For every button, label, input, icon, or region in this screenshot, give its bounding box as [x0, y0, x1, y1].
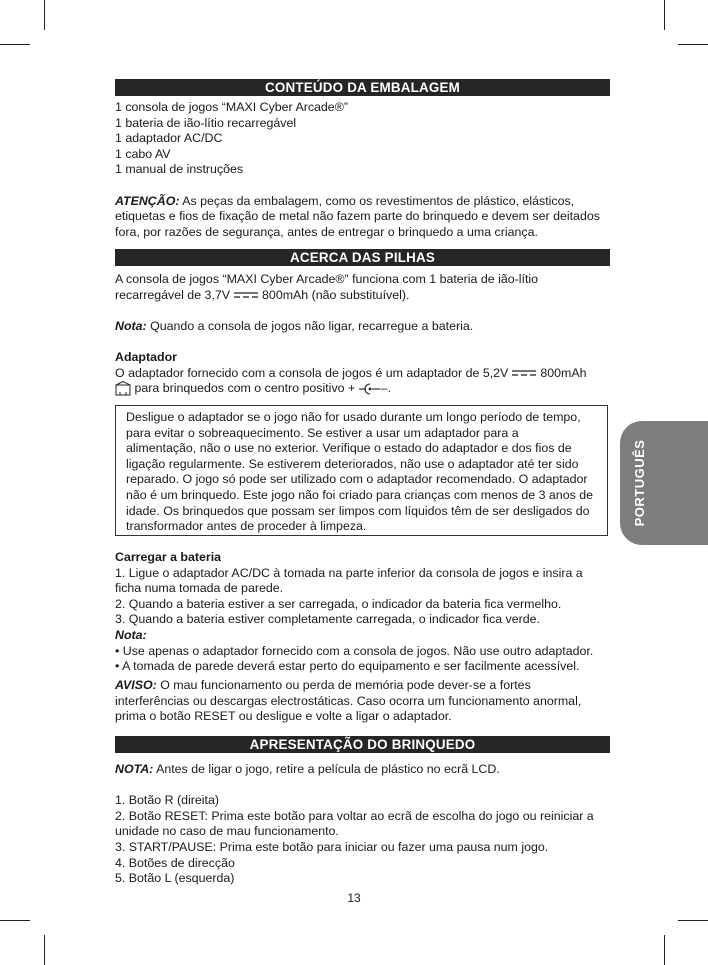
- list-item: 1 manual de instruções: [115, 162, 244, 177]
- warning-text: Desligue o adaptador se o jogo não for usado durante um longo período de tempo,: [126, 410, 581, 424]
- adapter-text-part: –.: [380, 381, 392, 396]
- charging-section: [115, 550, 615, 675]
- battery-text: recarregável de 3,7V: [115, 287, 231, 302]
- section-header-toy: APRESENTAÇÃO DO BRINQUEDO: [115, 736, 610, 753]
- toy-item: 2. Botão RESET: Prima este botão para voltar ao ecrã de escolha do jogo ou reiniciar a: [115, 808, 594, 823]
- charging-note: • Use apenas o adaptador fornecido com a consola de jogos. Não use outro adaptador.: [115, 643, 594, 658]
- warning-text: para evitar o sobreaquecimento. Se estiver a usar um adaptador para a: [126, 425, 519, 440]
- charging-step: 1. Ligue o adaptador AC/DC à tomada na parte inferior da consola de jogos e insira a: [115, 565, 583, 580]
- charging-step: 2. Quando a bateria estiver a ser carregada, o indicador da bateria fica vermelho.: [115, 596, 562, 611]
- attention-text: fora, por razões de segurança, antes de entregar o brinquedo a uma criança.: [115, 224, 538, 239]
- adapter-heading: Adaptador: [115, 349, 177, 364]
- note-text: Antes de ligar o jogo, retire a película de plástico no ecrã LCD.: [153, 762, 500, 776]
- warning-text: idade. Os brinquedos que possam ser limpos com líquidos têm de ser desligados do: [126, 503, 590, 518]
- warning-text: alimentação, não o use no exterior. Verifique o estado do adaptador e dos fios de: [126, 441, 572, 456]
- note-text: Quando a consola de jogos não ligar, recarregue a bateria.: [146, 318, 474, 333]
- warning-text: ligação regularmente. Se estiverem deteriorados, não use o adaptador até ter sido: [126, 456, 579, 471]
- list-item: 1 consola de jogos “MAXI Cyber Arcade®”: [115, 100, 348, 114]
- notice-label: AVISO:: [115, 678, 157, 692]
- page-number: 13: [347, 891, 361, 905]
- battery-voltage-line: [115, 288, 615, 304]
- toy-section: [115, 762, 615, 887]
- attention-label: ATENÇÃO:: [115, 193, 180, 208]
- adapter-polarity-line: [115, 381, 615, 398]
- toy-item: 3. START/PAUSE: Prima este botão para iniciar ou fazer uma pausa num jogo.: [115, 839, 549, 854]
- charging-step: ficha numa tomada de parede.: [115, 581, 284, 596]
- warning-text: não é um brinquedo. Este jogo não foi criado para crianças com menos de 3 anos de: [126, 487, 594, 502]
- batteries-intro: [115, 272, 615, 398]
- adapter-warning-box: [115, 405, 608, 536]
- toy-item: unidade no caso de mau funcionamento.: [115, 824, 339, 839]
- crop-mark: [44, 935, 45, 965]
- battery-note: [115, 319, 615, 335]
- dc-current-icon: [512, 369, 536, 377]
- dc-current-icon: [234, 291, 258, 299]
- adapter-text-part: para brinquedos com o centro positivo +: [134, 381, 356, 396]
- indoor-use-icon: [115, 381, 131, 396]
- charging-step: 3. Quando a bateria estiver completamente carregada, o indicador fica verde.: [115, 612, 540, 627]
- crop-mark: [44, 0, 45, 30]
- charging-note-label: Nota:: [115, 627, 147, 642]
- adapter-text-part: O adaptador fornecido com a consola de jogos é um adaptador de 5,2V: [115, 365, 509, 380]
- toy-item: 5. Botão L (esquerda): [115, 871, 235, 886]
- charging-note: • A tomada de parede deverá estar perto do equipamento e ser facilmente acessível.: [115, 659, 580, 674]
- crop-mark: [0, 920, 30, 921]
- crop-mark: [678, 920, 708, 921]
- adapter-text-part: 800mAh: [540, 365, 587, 380]
- battery-text: 800mAh (não substituível).: [262, 287, 410, 302]
- crop-mark: [664, 0, 665, 30]
- adapter-text: [115, 366, 615, 382]
- note-label: NOTA:: [115, 762, 154, 776]
- list-item: 1 adaptador AC/DC: [115, 131, 223, 146]
- section-header-contents: CONTEÚDO DA EMBALAGEM: [115, 79, 610, 96]
- warning-text: reparado. O jogo só pode ser utilizado com o adaptador recomendado. O adaptador: [126, 472, 588, 487]
- battery-text: A consola de jogos “MAXI Cyber Arcade®” funciona com 1 bateria de ião-lítio: [115, 272, 539, 286]
- charging-heading: Carregar a bateria: [115, 550, 222, 564]
- notice-text: O mau funcionamento ou perda de memória pode dever-se a fortes: [156, 678, 531, 692]
- list-item: 1 bateria de ião-lítio recarregável: [115, 115, 297, 130]
- toy-item: 1. Botão R (direita): [115, 793, 219, 808]
- notice-text: prima o botão RESET ou desligue e volte a ligar o adaptador.: [115, 709, 452, 724]
- polarity-icon: [359, 383, 381, 395]
- note-label: Nota:: [115, 318, 147, 333]
- crop-mark: [0, 44, 30, 45]
- warning-text: transformador antes de proceder à limpeza.: [126, 519, 367, 534]
- attention-text: As peças da embalagem, como os revestimentos de plástico, elásticos,: [179, 193, 575, 208]
- contents-list: [115, 100, 615, 240]
- attention-text: etiquetas e fios de fixação de metal não fazem parte do brinquedo e devem ser deitados: [115, 209, 600, 224]
- crop-mark: [664, 935, 665, 965]
- notice-text: interferências ou descargas electrostáticas. Caso ocorra um funcionamento anormal,: [115, 693, 582, 708]
- language-tab-label: PORTUGUÊS: [632, 439, 647, 527]
- crop-mark: [678, 44, 708, 45]
- attention-paragraph: [115, 194, 615, 210]
- section-header-batteries: ACERCA DAS PILHAS: [115, 249, 610, 266]
- toy-item: 4. Botões de direcção: [115, 855, 235, 870]
- notice-paragraph: [115, 678, 615, 725]
- list-item: 1 cabo AV: [115, 146, 171, 161]
